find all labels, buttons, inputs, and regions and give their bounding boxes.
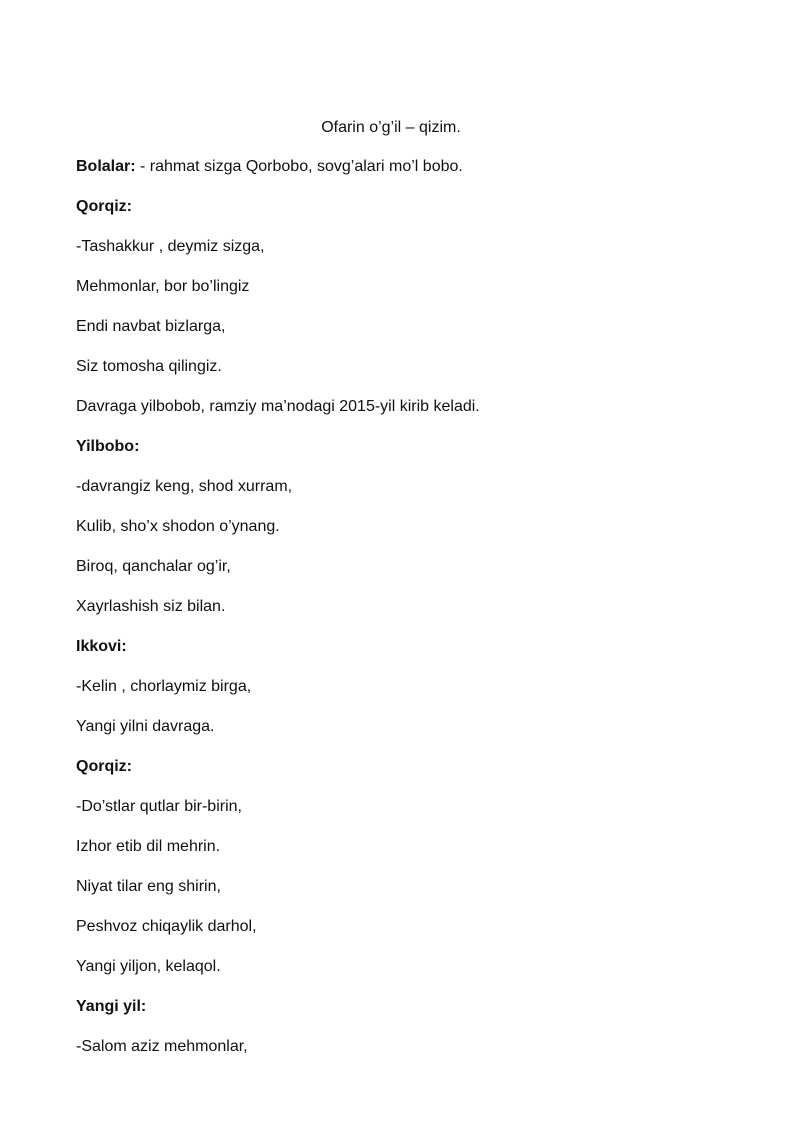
line-text: Xayrlashish siz bilan.	[76, 598, 226, 615]
line-text: Peshvoz chiqaylik darhol,	[76, 918, 257, 935]
speaker-label: Yangi yil:	[76, 998, 147, 1015]
script-line	[76, 837, 766, 877]
line-text: Yangi yiljon, kelaqol.	[76, 958, 221, 975]
speaker-label: Qorqiz:	[76, 758, 132, 775]
speaker-label: Ikkovi:	[76, 638, 127, 655]
script-line	[76, 877, 766, 917]
script-line	[76, 237, 766, 277]
script-line	[76, 957, 766, 997]
script-line	[76, 677, 766, 717]
script-line	[76, 917, 766, 957]
line-text: Niyat tilar eng shirin,	[76, 878, 221, 895]
script-line	[76, 637, 766, 677]
script-line	[76, 557, 766, 597]
line-text: Siz tomosha qilingiz.	[76, 358, 222, 375]
script-line	[76, 277, 766, 317]
script-line	[76, 317, 766, 357]
speaker-label: Bolalar:	[76, 158, 136, 175]
script-line	[76, 757, 766, 797]
script-line	[76, 437, 766, 477]
page-title: Ofarin o’g’il – qizim.	[321, 119, 461, 136]
script-line	[76, 517, 766, 557]
line-text: Izhor etib dil mehrin.	[76, 838, 221, 855]
script-line	[76, 477, 766, 517]
script-line	[76, 397, 766, 437]
script-line	[76, 797, 766, 837]
script-line	[76, 717, 766, 757]
script-line	[76, 1037, 766, 1077]
line-text: -Salom aziz mehmonlar,	[76, 1038, 248, 1055]
speaker-label: Qorqiz:	[76, 198, 132, 215]
line-text: Yangi yilni davraga.	[76, 718, 215, 735]
line-text: Endi navbat bizlarga,	[76, 318, 226, 335]
script-line	[76, 997, 766, 1037]
line-text: -davrangiz keng, shod xurram,	[76, 478, 293, 495]
script-line	[76, 597, 766, 637]
speaker-label: Yilbobo:	[76, 438, 140, 455]
line-text: Mehmonlar, bor bo’lingiz	[76, 278, 250, 295]
script-line	[76, 157, 766, 197]
line-text: - rahmat sizga Qorbobo, sovg’alari mo’l bobo.	[135, 158, 463, 175]
script-lines	[76, 157, 766, 1077]
line-text: -Tashakkur , deymiz sizga,	[76, 238, 265, 255]
script-line	[76, 197, 766, 237]
line-text: Biroq, qanchalar og’ir,	[76, 558, 231, 575]
script-line	[76, 357, 766, 397]
line-text: -Do’stlar qutlar bir-birin,	[76, 798, 242, 815]
line-text: -Kelin , chorlaymiz birga,	[76, 678, 252, 695]
line-text: Kulib, sho’x shodon o’ynang.	[76, 518, 280, 535]
line-text: Davraga yilbobob, ramziy ma’nodagi 2015-yil kirib keladi.	[76, 398, 480, 415]
